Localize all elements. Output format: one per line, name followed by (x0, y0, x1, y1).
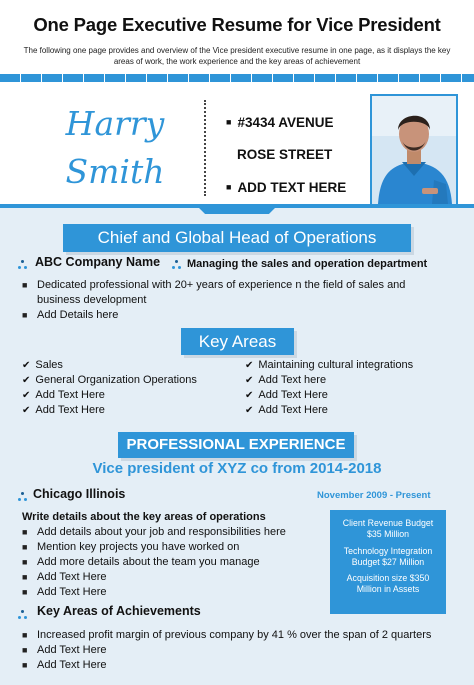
candidate-name (30, 100, 200, 196)
experience-bullet: ■ Add more details about the team you manage (22, 556, 260, 568)
share-icon (172, 260, 182, 270)
experience-bullet: ■ Add Text Here (22, 571, 107, 583)
experience-bullet: ■ Add Text Here (22, 586, 107, 598)
address-line-3: ADD TEXT HERE (237, 180, 347, 195)
key-area-item: ✔ General Organization Operations (22, 374, 197, 386)
stats-box (330, 510, 446, 614)
role-bullet: ■ Dedicated professional with 20+ years of experience n the field of sales and (22, 279, 406, 291)
experience-bullet: ■ Mention key projects you have worked on (22, 541, 240, 553)
last-name: Smith (65, 152, 165, 191)
achievement-bullet: ■ Add Text Here (22, 659, 107, 671)
person-photo-icon (372, 96, 456, 204)
dotted-divider (204, 100, 206, 196)
role-bullet: ■ Add Details here (22, 309, 119, 321)
experience-bullet: ■ Add details about your job and responsibilities here (22, 526, 286, 538)
address-line-2: ROSE STREET (237, 147, 333, 162)
achievement-bullet: ■ Increased profit margin of previous company by 41 % over the span of 2 quarters (22, 629, 432, 641)
experience-banner: PROFESSIONAL EXPERIENCE (118, 432, 354, 458)
role-banner: Chief and Global Head of Operations (63, 224, 411, 252)
experience-intro: Write details about the key areas of operations (22, 511, 266, 523)
share-icon (18, 610, 28, 620)
key-area-item: ✔ Add Text Here (22, 389, 105, 401)
share-icon (18, 260, 28, 270)
key-area-item: ✔ Maintaining cultural integrations (245, 359, 414, 371)
position-title: Vice president of XYZ co from 2014-2018 (92, 460, 382, 477)
profile-photo (370, 94, 458, 206)
location: Chicago Illinois (33, 487, 126, 501)
address-line-1: #3434 AVENUE (237, 115, 334, 130)
key-area-item: ✔ Add Text Here (245, 404, 328, 416)
address-block: ■ #3434 AVENUE ROSE STREET ■ ADD TEXT HERE (226, 115, 347, 195)
achievements-heading: Key Areas of Achievements (37, 604, 201, 618)
share-icon (18, 492, 28, 502)
key-area-item: ✔ Sales (22, 359, 63, 371)
achievement-bullet: ■ Add Text Here (22, 644, 107, 656)
employment-dates: November 2009 - Present (317, 490, 431, 501)
resume-panel (0, 74, 474, 685)
key-areas-banner: Key Areas (181, 328, 294, 355)
header-divider-notch (195, 204, 279, 214)
stat-acquisition-size: Acquisition size $350 Million in Assets (346, 573, 430, 594)
company-name: ABC Company Name (35, 255, 161, 269)
company-description: Managing the sales and operation department (187, 258, 428, 270)
dashed-top-border (0, 74, 474, 82)
stat-technology-integration: Technology Integration Budget $27 Million (343, 545, 433, 567)
key-area-item: ✔ Add Text here (245, 374, 327, 386)
page-subtitle: The following one page provides and overview of the Vice president executive resume in one page, as it displays the key areas of work, the work experience and the key areas of achievement (23, 46, 451, 66)
role-bullet-continuation: business development (37, 294, 147, 306)
stat-client-revenue: Client Revenue Budget $35 Million (342, 518, 434, 539)
key-area-item: ✔ Add Text Here (22, 404, 105, 416)
resume-header (0, 82, 474, 204)
page-title: One Page Executive Resume for Vice President (33, 14, 441, 35)
key-area-item: ✔ Add Text Here (245, 389, 328, 401)
first-name: Harry (65, 104, 165, 143)
